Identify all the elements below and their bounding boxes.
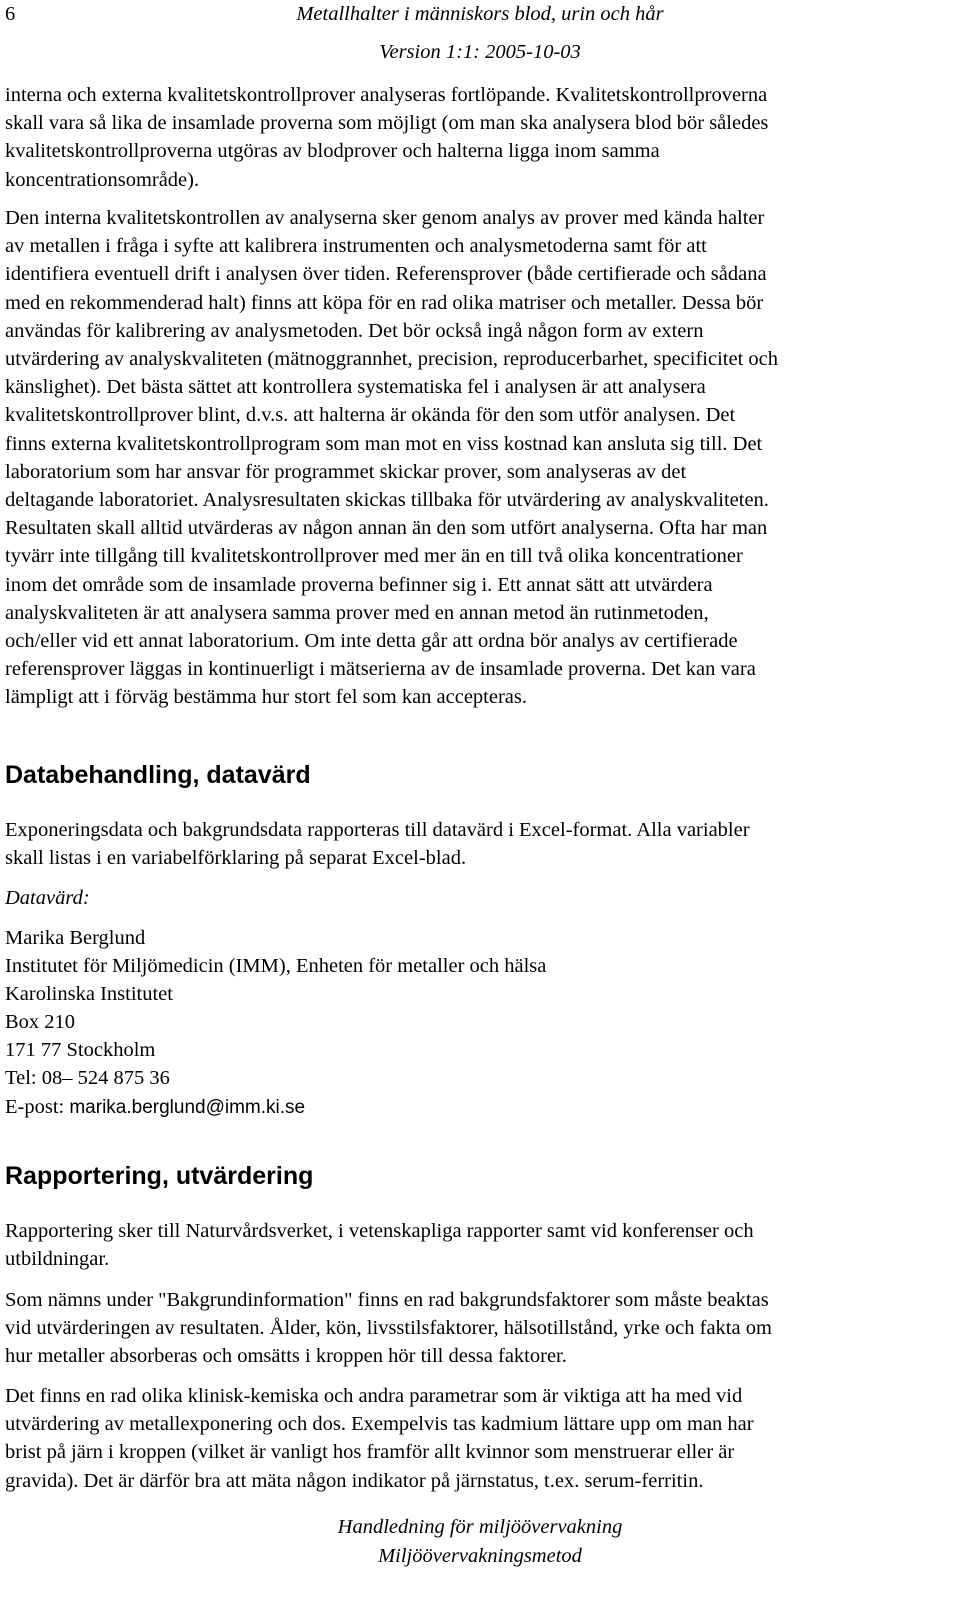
heading-rapportering: Rapportering, utvärdering	[5, 1162, 314, 1190]
text-line: Tel: 08– 524 875 36	[5, 1067, 170, 1090]
email-line	[5, 1093, 305, 1122]
text-line: med en rekommenderad halt) finns att köpa för en rad olika matriser och metaller. Dessa bör	[5, 291, 764, 314]
text-line: hur metaller absorberas och omsätts i kroppen hör till dessa faktorer.	[5, 1345, 567, 1368]
text-line: utvärdering av analyskvaliteten (mätnoggrannhet, precision, reproducerbarhet, specificitet och	[5, 348, 778, 371]
footer-line-2: Miljöövervakningsmetod	[378, 1545, 582, 1567]
document-version: Version 1:1: 2005-10-03	[379, 41, 581, 63]
text-line: Rapportering sker till Naturvårdsverket, i vetenskapliga rapporter samt vid konferenser och	[5, 1220, 754, 1242]
paragraph-databehandling	[5, 816, 750, 872]
text-line: Box 210	[5, 1011, 76, 1034]
text-line: användas för kalibrering av analysmetoden. Det bör också ingå någon form av extern	[5, 319, 704, 342]
text-line: Som nämns under "Bakgrundinformation" finns en rad bakgrundsfaktorer som måste beaktas	[5, 1289, 769, 1311]
text-line: koncentrationsområde).	[5, 168, 200, 191]
email-link[interactable]: marika.berglund@imm.ki.se	[69, 1097, 306, 1118]
text-line: kvalitetskontrollproverna utgöras av blodprover och halterna ligga inom samma	[5, 140, 660, 163]
text-line: gravida). Det är därför bra att mäta någon indikator på järnstatus, t.ex. serum-ferritin.	[5, 1469, 704, 1492]
text-line: utbildningar.	[5, 1248, 110, 1271]
text-line: deltagande laboratoriet. Analysresultaten skickas tillbaka för utvärdering av analyskvaliteten.	[5, 489, 769, 512]
text-line: analyskvaliteten är att analysera samma prover med en annan metod än rutinmetoden,	[5, 601, 709, 624]
datavard-address	[5, 924, 546, 1093]
text-line: 171 77 Stockholm	[5, 1039, 156, 1062]
paragraph-rapportering-1	[5, 1217, 754, 1273]
text-line: finns externa kvalitetskontrollprogram som man mot en viss kostnad kan ansluta sig till. Det	[5, 432, 763, 455]
text-line: av metallen i fråga i syfte att kalibrera instrumenten och analysmetoderna samt för att	[5, 235, 707, 258]
text-line: skall vara så lika de insamlade proverna som möjligt (om man ska analysera blod bör således	[5, 112, 769, 135]
text-line: skall listas i en variabelförklaring på separat Excel-blad.	[5, 847, 467, 870]
text-line: inom det område som de insamlade proverna befinner sig i. Ett annat sätt att utvärdera	[5, 573, 713, 596]
text-line: Institutet för Miljömedicin (IMM), Enheten för metaller och hälsa	[5, 955, 547, 978]
heading-databehandling: Databehandling, datavärd	[5, 761, 311, 789]
text-line: lämpligt att i förväg bestämma hur stort fel som kan accepteras.	[5, 686, 528, 709]
text-line: kvalitetskontrollprover blint, d.v.s. att halterna är okända för den som utför analysen. Det	[5, 404, 736, 427]
email-label: E-post:	[5, 1096, 70, 1118]
text-line: känslighet). Det bästa sättet att kontrollera systematiska fel i analysen är att analysera	[5, 376, 706, 399]
text-line: utvärdering av metallexponering och dos. Exempelvis tas kadmium lättare upp om man har	[5, 1413, 754, 1436]
text-line: och/eller vid ett annat laboratorium. Om inte detta går att ordna bör analys av certifierade	[5, 630, 738, 653]
page-number: 6	[5, 3, 16, 25]
text-line: Exponeringsdata och bakgrundsdata rapporteras till datavärd i Excel-format. Alla variabler	[5, 819, 750, 841]
text-line: vid utvärderingen av resultaten. Ålder, kön, livsstilsfaktorer, hälsotillstånd, yrke och fakta om	[5, 1317, 772, 1340]
paragraph-rapportering-2	[5, 1286, 772, 1371]
footer-line-1: Handledning för miljöövervakning	[337, 1516, 623, 1538]
text-line: tyvärr inte tillgång till kvalitetskontrollprover med mer än en till två olika koncentrationer	[5, 545, 743, 568]
document-title: Metallhalter i människors blod, urin och hår	[296, 3, 664, 25]
text-line: Den interna kvalitetskontrollen av analyserna sker genom analys av prover med kända halter	[5, 207, 765, 229]
text-line: brist på järn i kroppen (vilket är vanligt hos framför allt kvinnor som menstruerar eller är	[5, 1441, 735, 1464]
paragraph-1	[5, 81, 768, 194]
text-line: Det finns en rad olika klinisk-kemiska och andra parametrar som är viktiga att ha med vid	[5, 1385, 743, 1407]
paragraph-rapportering-3	[5, 1382, 754, 1495]
text-line: Karolinska Institutet	[5, 983, 173, 1006]
text-line: Marika Berglund	[5, 927, 146, 949]
text-line: referensprover läggas in kontinuerligt i mätserierna av de insamlade proverna. Det kan vara	[5, 658, 756, 681]
datavard-label: Datavärd:	[5, 887, 90, 909]
text-line: identifiera eventuell drift i analysen över tiden. Referensprover (både certifierade och sådana	[5, 263, 767, 286]
paragraph-2	[5, 204, 778, 712]
text-line: laboratorium som har ansvar för programmet skickar prover, som analyseras av det	[5, 460, 687, 483]
text-line: interna och externa kvalitetskontrollprover analyseras fortlöpande. Kvalitetskontrollproverna	[5, 84, 768, 106]
text-line: Resultaten skall alltid utvärderas av någon annan än den som utfört analyserna. Ofta har man	[5, 517, 768, 540]
